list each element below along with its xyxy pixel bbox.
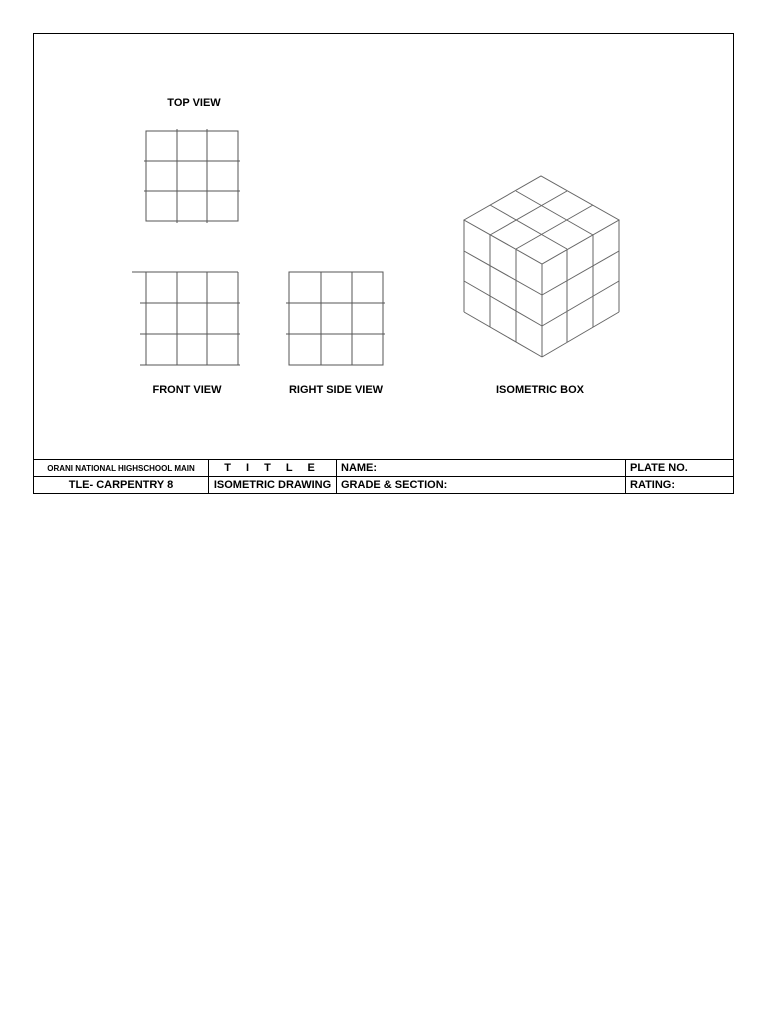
school-name: ORANI NATIONAL HIGHSCHOOL MAIN [34,460,209,476]
subject-name: TLE- CARPENTRY 8 [34,477,209,494]
title-block-row [34,477,733,494]
drawing-plate [33,33,734,494]
right-side-view-label: RIGHT SIDE VIEW [288,384,384,396]
isometric-box-label: ISOMETRIC BOX [495,384,585,396]
isometric-box-drawing [454,172,644,372]
drawing-area [34,34,733,459]
rating-label: RATING: [630,479,676,491]
top-view-grid [144,129,244,224]
grade-section-label: GRADE & SECTION: [337,477,626,494]
top-view-label: TOP VIEW [167,97,221,109]
plate-no-label: PLATE NO. [630,462,688,474]
front-view-grid [132,269,242,369]
right-side-view-grid [286,269,386,369]
title-block [34,459,733,493]
title-block-row [34,460,733,477]
name-field-label: NAME: [337,460,626,476]
title-header: T I T L E [209,460,337,476]
front-view-label: FRONT VIEW [152,384,222,396]
drawing-title: ISOMETRIC DRAWING [209,477,337,494]
